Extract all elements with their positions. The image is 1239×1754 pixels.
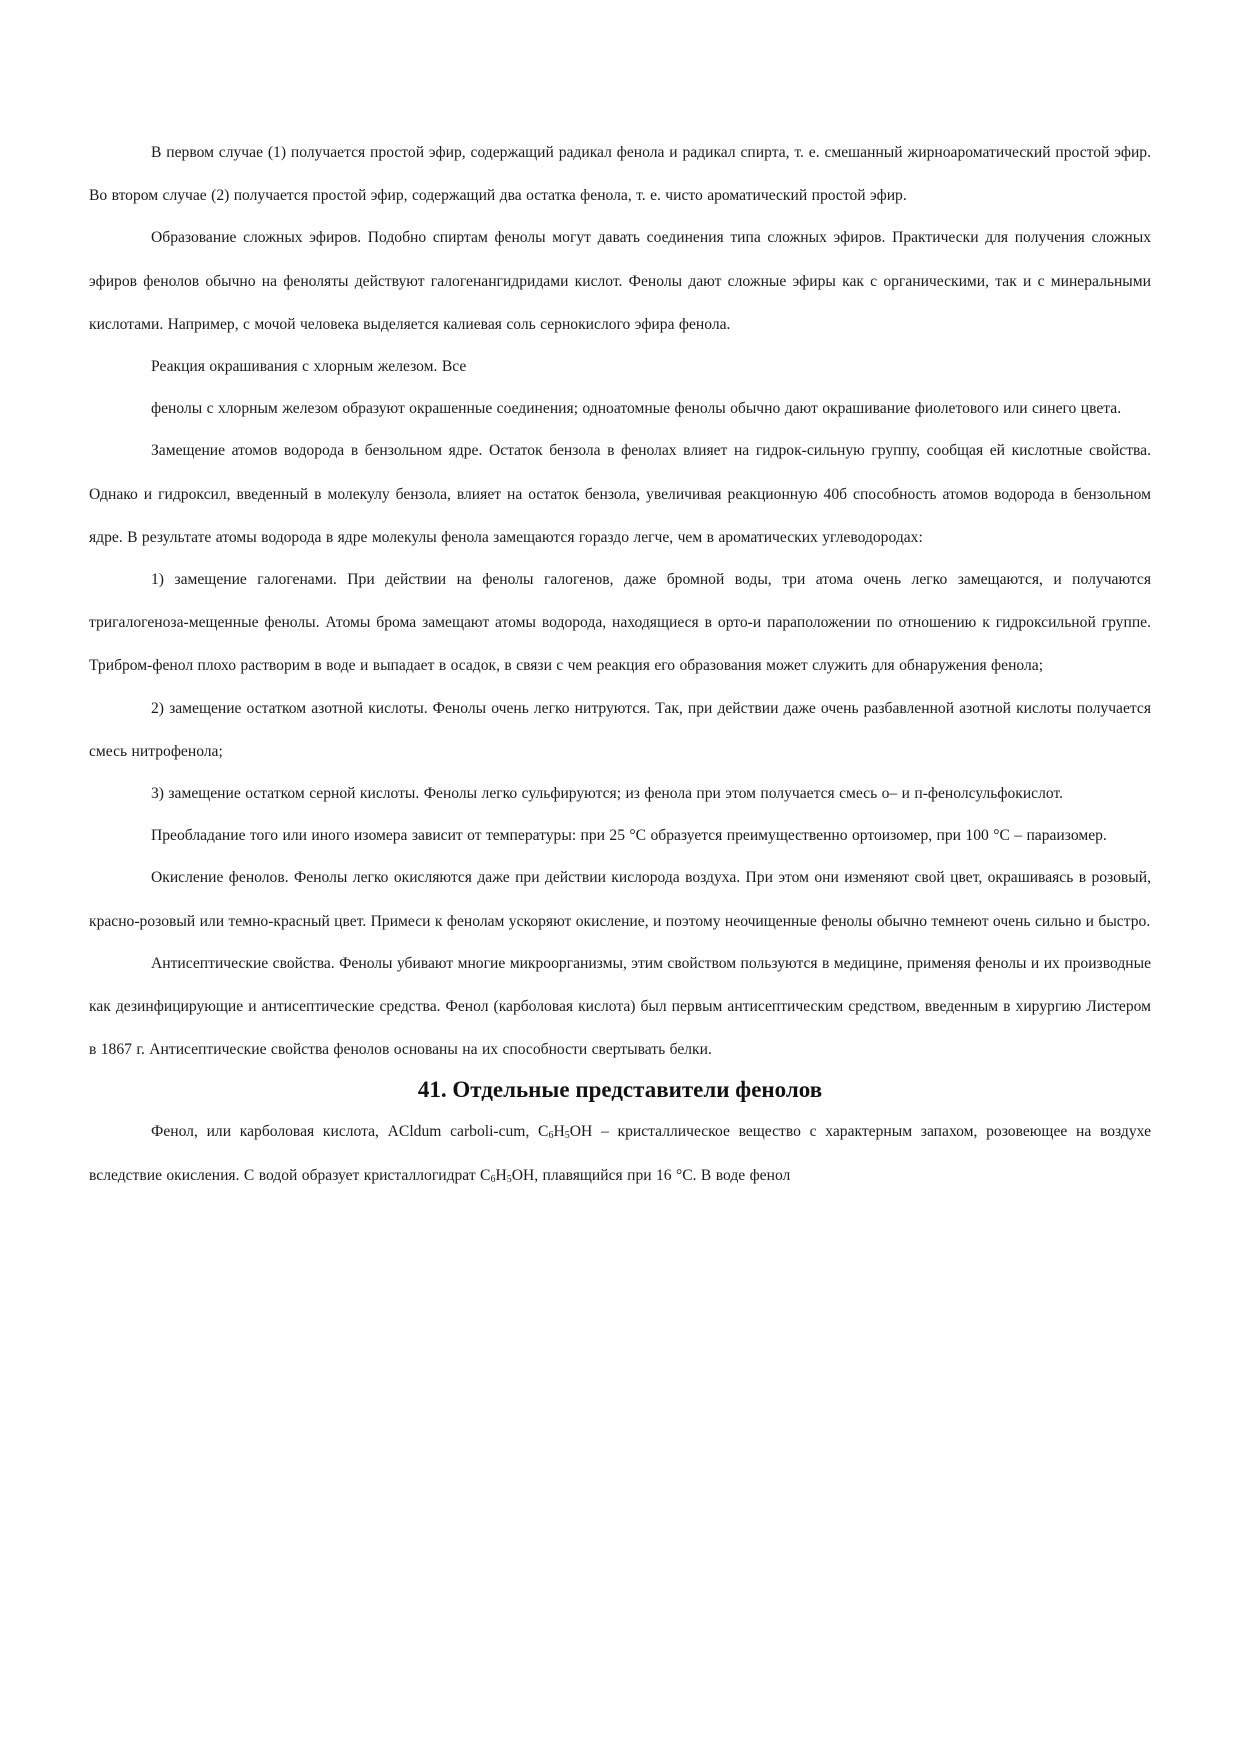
paragraph-halogenation: 1) замещение галогенами. При действии на фенолы галогенов, даже бромной воды, три атома очень легко замещаются, и получаются тригалогеноза-мещенные фенолы. Атомы брома замещают атомы водорода, находящиеся в орто-и параположении по отношению к гидроксильной группе. Трибром-фенол плохо растворим в воде и выпадает в осадок, в связи с чем реакция его образования может служить для обнаружения фенола; [89,571,1151,675]
paragraph-ferric-chloride-coloring: фенолы с хлорным железом образуют окрашенные соединения; одноатомные фенолы обычно дают окрашивание фиолетового или синего цвета. [151,400,1122,418]
phenol-subscript-1: 6 [548,1130,554,1142]
document-page [89,131,1151,1196]
paragraph-oxidation: Окисление фенолов. Фенолы легко окисляются даже при действии кислорода воздуха. При этом они изменяют свой цвет, окрашиваясь в розовый, красно-розовый или темно-красный цвет. Примеси к фенолам ускоряют окисление, и поэтому неочищенные фенолы обычно темнеют очень сильно и быстро. [89,869,1151,930]
phenol-subscript-2: 5 [564,1130,570,1142]
phenol-subscript-4: 5 [506,1173,512,1185]
paragraph-phenol-description [89,1110,1151,1196]
phenol-subscript-3: 6 [490,1173,496,1185]
paragraph-ethers-complex: Образование сложных эфиров. Подобно спиртам фенолы могут давать соединения типа сложных эфиров. Практически для получения сложных эфиров фенолов обычно на феноляты действуют галогенангидридами кислот. Фенолы дают сложные эфиры как с органическими, так и с минеральными кислотами. Например, с мочой человека выделяется калиевая соль сернокислого эфира фенола. [89,229,1151,333]
phenol-text-1: Фенол, или карболовая кислота, ACldum carboli-cum, C [151,1123,549,1141]
paragraph-sulfonation: 3) замещение остатком серной кислоты. Фенолы легко сульфируются; из фенола при этом получается смесь о– и п-фенолсульфокислот. [151,785,1063,803]
paragraph-nitration: 2) замещение остатком азотной кислоты. Фенолы очень легко нитруются. Так, при действии даже очень разбавленной азотной кислоты получается смесь нитрофенола; [89,699,1151,760]
phenol-text-2: H [553,1123,565,1141]
paragraph-antiseptic: Антисептические свойства. Фенолы убивают многие микроорганизмы, этим свойством пользуются в медицине, применяя фенолы и их производные как дезинфицирующие и антисептические средства. Фенол (карболовая кислота) был первым антисептическим средством, введенным в хирургию Листером в 1867 г. Антисептические свойства фенолов основаны на их способности свертывать белки. [89,954,1151,1059]
phenol-text-3: OH – кристаллическое вещество с характерным запахом, розовеющее на воздухе вследствие окисления. С водой образует кристаллогидрат C [89,1123,1151,1184]
phenol-text-5: OH, плавящийся при 16 °С. В воде фенол [511,1166,791,1184]
phenol-text-4: H [495,1166,507,1184]
paragraph-isomer-temperature: Преобладание того или иного изомера зависит от температуры: при 25 °С образуется преимущественно ортоизомер, при 100 °С – параизомер. [151,827,1107,845]
paragraph-ferric-chloride-intro: Реакция окрашивания с хлорным железом. Все [151,358,467,376]
section-heading: 41. Отдельные представители фенолов [417,1077,823,1103]
paragraph-ethers-simple: В первом случае (1) получается простой эфир, содержащий радикал фенола и радикал спирта, т. е. смешанный жирноароматический простой эфир. Во втором случае (2) получается простой эфир, содержащий два остатка фенола, т. е. чисто ароматический простой эфир. [89,144,1151,205]
paragraph-hydrogen-substitution: Замещение атомов водорода в бензольном ядре. Остаток бензола в фенолах влияет на гидрок-сильную группу, сообщая ей кислотные свойства. Однако и гидроксил, введенный в молекулу бензола, влияет на остаток бензола, увеличивая реакционную 40б способность атомов водорода в бензольном ядре. В результате атомы водорода в ядре молекулы фенола замещаются гораздо легче, чем в ароматических углеводородах: [89,442,1151,546]
